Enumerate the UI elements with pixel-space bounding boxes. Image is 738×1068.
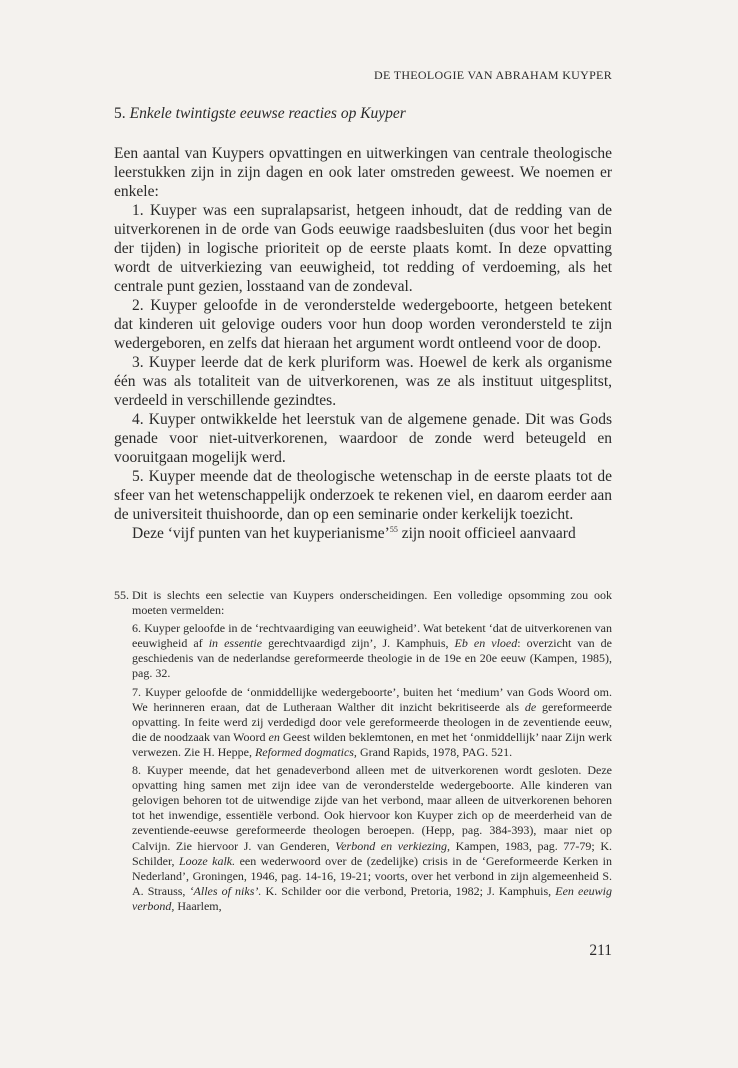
- section-heading: [114, 105, 612, 123]
- paragraph-intro: Een aantal van Kuypers opvattingen en uitwerkingen van centrale theologische leerstukken zijn in zijn dagen en ook later omstreden geweest. We noemen er enkele:: [114, 145, 612, 200]
- paragraph-point-1: 1. Kuyper was een supralapsarist, hetgeen inhoudt, dat de redding van de uitverkorenen in de orde van Gods eeuwige raadsbesluiten (dus voor het begin der tijden) in logische prioriteit op de eerste plaats komt. In deze opvatting wordt de uitverkiezing van eeuwigheid, tot redding of verdoeming, als het centrale punt gezien, losstaand van de zondeval.: [114, 202, 612, 295]
- section-title: Enkele twintigste eeuwse reacties op Kuyper: [129, 105, 406, 122]
- body-text: [114, 144, 612, 543]
- footnote-reference[interactable]: 55: [389, 524, 398, 534]
- footnote-55: [114, 588, 612, 618]
- footnote-item-7: 7. Kuyper geloofde de ‘onmiddellijke wedergeboorte’, buiten het ‘medium’ van Gods Woord om. We herinneren eraan, dat de Lutheraan Walther dit inzicht bekritiseerde als de gereformeerde opvatting. In feite werd zij verdedigd door vele gereformeerde theologen in de zeventiende eeuw, die de noodzaak van Woord en Geest wilden beklemtonen, en met het ‘onmiddellijk’ naar Zijn werk verwezen. Zie H. Heppe, Reformed dogmatics, Grand Rapids, 1978, PAG. 521.: [132, 684, 613, 759]
- footnotes: [114, 588, 612, 917]
- footnote-text: Dit is slechts een selectie van Kuypers onderscheidingen. Een volledige opsomming zou ook moeten vermelden:: [132, 588, 612, 618]
- paragraph-point-2: 2. Kuyper geloofde in de veronderstelde wedergeboorte, hetgeen betekent dat kinderen uit gelovige ouders voor hun doop worden verondersteld te zijn wedergeboren, en zelfs dat hieraan het argument wordt ontleend voor de doop.: [114, 297, 612, 352]
- paragraph-closing: [114, 524, 612, 543]
- paragraph-point-5: 5. Kuyper meende dat de theologische wetenschap in de eerste plaats tot de sfeer van het wetenschappelijk onderzoek te rekenen viel, en daarom eerder aan de universiteit thuishoorde, dan op een seminarie onder kerkelijk toezicht.: [114, 468, 612, 523]
- footnote-item-8: 8. Kuyper meende, dat het genadeverbond alleen met de uitverkorenen wordt gesloten. Deze opvatting hing samen met zijn idee van de veronderstelde wedergeboorte. Alle kinderen van gelovigen behoren tot de uitwendige zijde van het verbond, maar alleen de uitverkorenen behoren tot het inwendige, essentiële verbond. Ook hiervoor kon Kuyper zich op de meerderheid van de zeventiende-eeuwse gereformeerde theologen beroepen. (Hepp, pag. 384-393), maar niet op Calvijn. Zie hiervoor J. van Genderen, Verbond en verkiezing, Kampen, 1983, pag. 77-79; K. Schilder, Looze kalk. een wederwoord over de (zedelijke) crisis in de ‘Gereformeerde Kerken in Nederland’, Groningen, 1946, pag. 14-16, 19-21; voorts, over het verbond in zijn algemeenheid S. A. Strauss, ‘Alles of niks’. K. Schilder oor die verbond, Pretoria, 1982; J. Kamphuis, Een eeuwig verbond, Haarlem,: [132, 763, 613, 913]
- paragraph-point-4: 4. Kuyper ontwikkelde het leerstuk van de algemene genade. Dit was Gods genade voor niet-uitverkorenen, waardoor de zonde werd beteugeld en vooruitgaan mogelijk werd.: [114, 411, 612, 466]
- running-head: DE THEOLOGIE VAN ABRAHAM KUYPER: [374, 68, 612, 82]
- page-number: 211: [589, 942, 612, 959]
- section-number: 5.: [114, 105, 126, 122]
- closing-text-start: Deze ‘vijf punten van het kuyperianisme’: [132, 525, 390, 542]
- closing-text-end: zijn nooit officieel aanvaard: [397, 525, 576, 542]
- footnote-item-6: 6. Kuyper geloofde in de ‘rechtvaardiging van eeuwigheid’. Wat betekent ‘dat de uitverkorenen van eeuwigheid af in essentie gerechtvaardigd zijn’, J. Kamphuis, Eb en vloed: overzicht van de geschiedenis van de nederlandse gereformeerde theologie in de 19e en 20e eeuw (Kampen, 1985), pag. 32.: [132, 621, 612, 681]
- footnote-number: 55.: [114, 588, 129, 602]
- paragraph-point-3: 3. Kuyper leerde dat de kerk pluriform was. Hoewel de kerk als organisme één was als totaliteit van de uitverkorenen, was ze als instituut uitgesplitst, verdeeld in verschillende gezindtes.: [114, 354, 612, 409]
